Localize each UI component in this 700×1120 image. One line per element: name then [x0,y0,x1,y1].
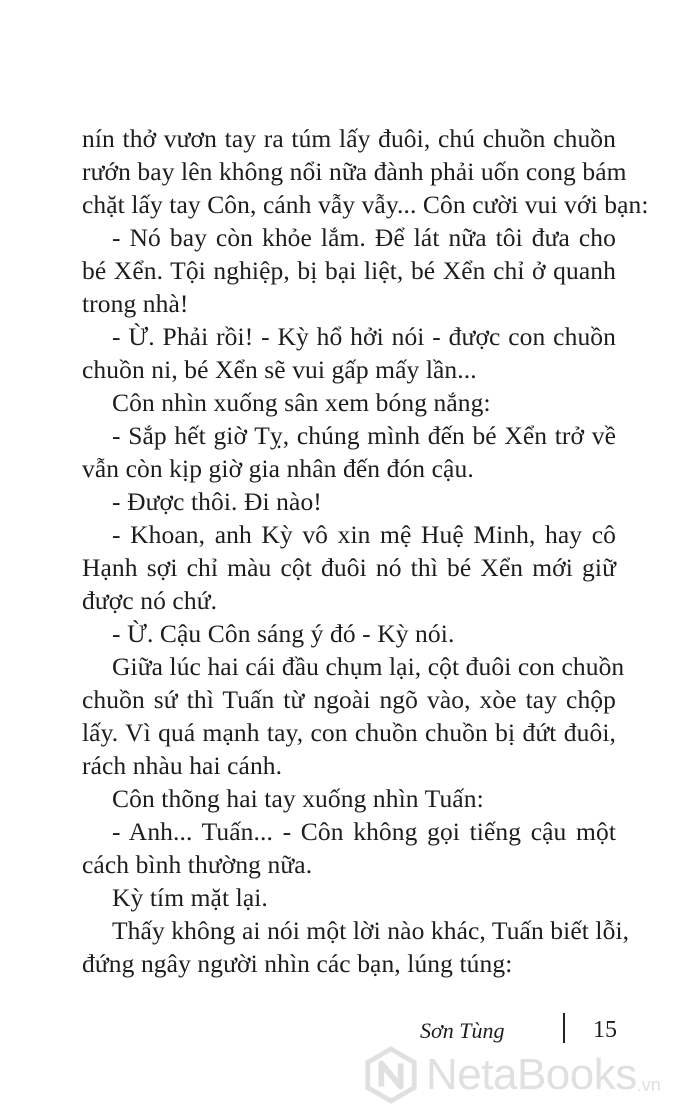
footer-author: Sơn Tùng [420,1018,505,1043]
text-line: nín thở vươn tay ra túm lấy đuôi, chú chuồn chuồn [82,124,616,153]
text-line: chuồn ni, bé Xển sẽ vui gấp mấy lần... [82,355,477,384]
text-line: - Được thôi. Đi nào! [112,487,322,516]
text-line: vẫn còn kịp giờ gia nhân đến đón cậu. [82,454,474,483]
netabooks-logo-icon [362,1046,420,1104]
text-line: - Ừ. Phải rồi! - Kỳ hổ hởi nói - được con chuồn [112,322,616,351]
text-line: Côn nhìn xuống sân xem bóng nắng: [112,388,491,417]
watermark-suffix: .vn [636,1075,661,1095]
footer-divider [563,1013,565,1043]
text-line: rướn bay lên không nổi nữa đành phải uốn cong bám [82,157,627,186]
page-number: 15 [593,1017,617,1043]
text-line: chuồn sứ thì Tuấn từ ngoài ngõ vào, xòe tay chộp [82,685,616,714]
text-line: chặt lấy tay Côn, cánh vẫy vẫy... Côn cười vui với bạn: [82,190,649,219]
text-line: - Khoan, anh Kỳ vô xin mệ Huệ Minh, hay cô [112,520,616,549]
text-line: đứng ngây người nhìn các bạn, lúng túng: [82,949,513,978]
watermark [362,1040,692,1110]
text-line: trong nhà! [82,289,189,318]
text-line: - Sắp hết giờ Tỵ, chúng mình đến bé Xển trở về [112,421,616,450]
text-line: - Anh... Tuấn... - Côn không gọi tiếng cậu một [112,817,616,846]
text-line: Kỳ tím mặt lại. [112,883,268,912]
text-line: Côn thõng hai tay xuống nhìn Tuấn: [112,784,484,813]
text-line: lấy. Vì quá mạnh tay, con chuồn chuồn bị đứt đuôi, [82,718,616,747]
text-line: rách nhàu hai cánh. [82,751,283,780]
watermark-brand: NetaBooks [426,1050,637,1099]
text-line: bé Xển. Tội nghiệp, bị bại liệt, bé Xển chỉ ở quanh [82,256,616,285]
text-line: Thấy không ai nói một lời nào khác, Tuấn biết lỗi, [112,916,630,945]
text-line: Hạnh sợi chỉ màu cột đuôi nó thì bé Xển mới giữ [82,553,616,582]
text-line: - Ừ. Cậu Côn sáng ý đó - Kỳ nói. [112,619,455,648]
text-line: cách bình thường nữa. [82,850,313,879]
text-line: Giữa lúc hai cái đầu chụm lại, cột đuôi con chuồn [112,652,625,681]
text-line: - Nó bay còn khỏe lắm. Để lát nữa tôi đưa cho [112,223,616,252]
text-line: được nó chứ. [82,586,218,615]
